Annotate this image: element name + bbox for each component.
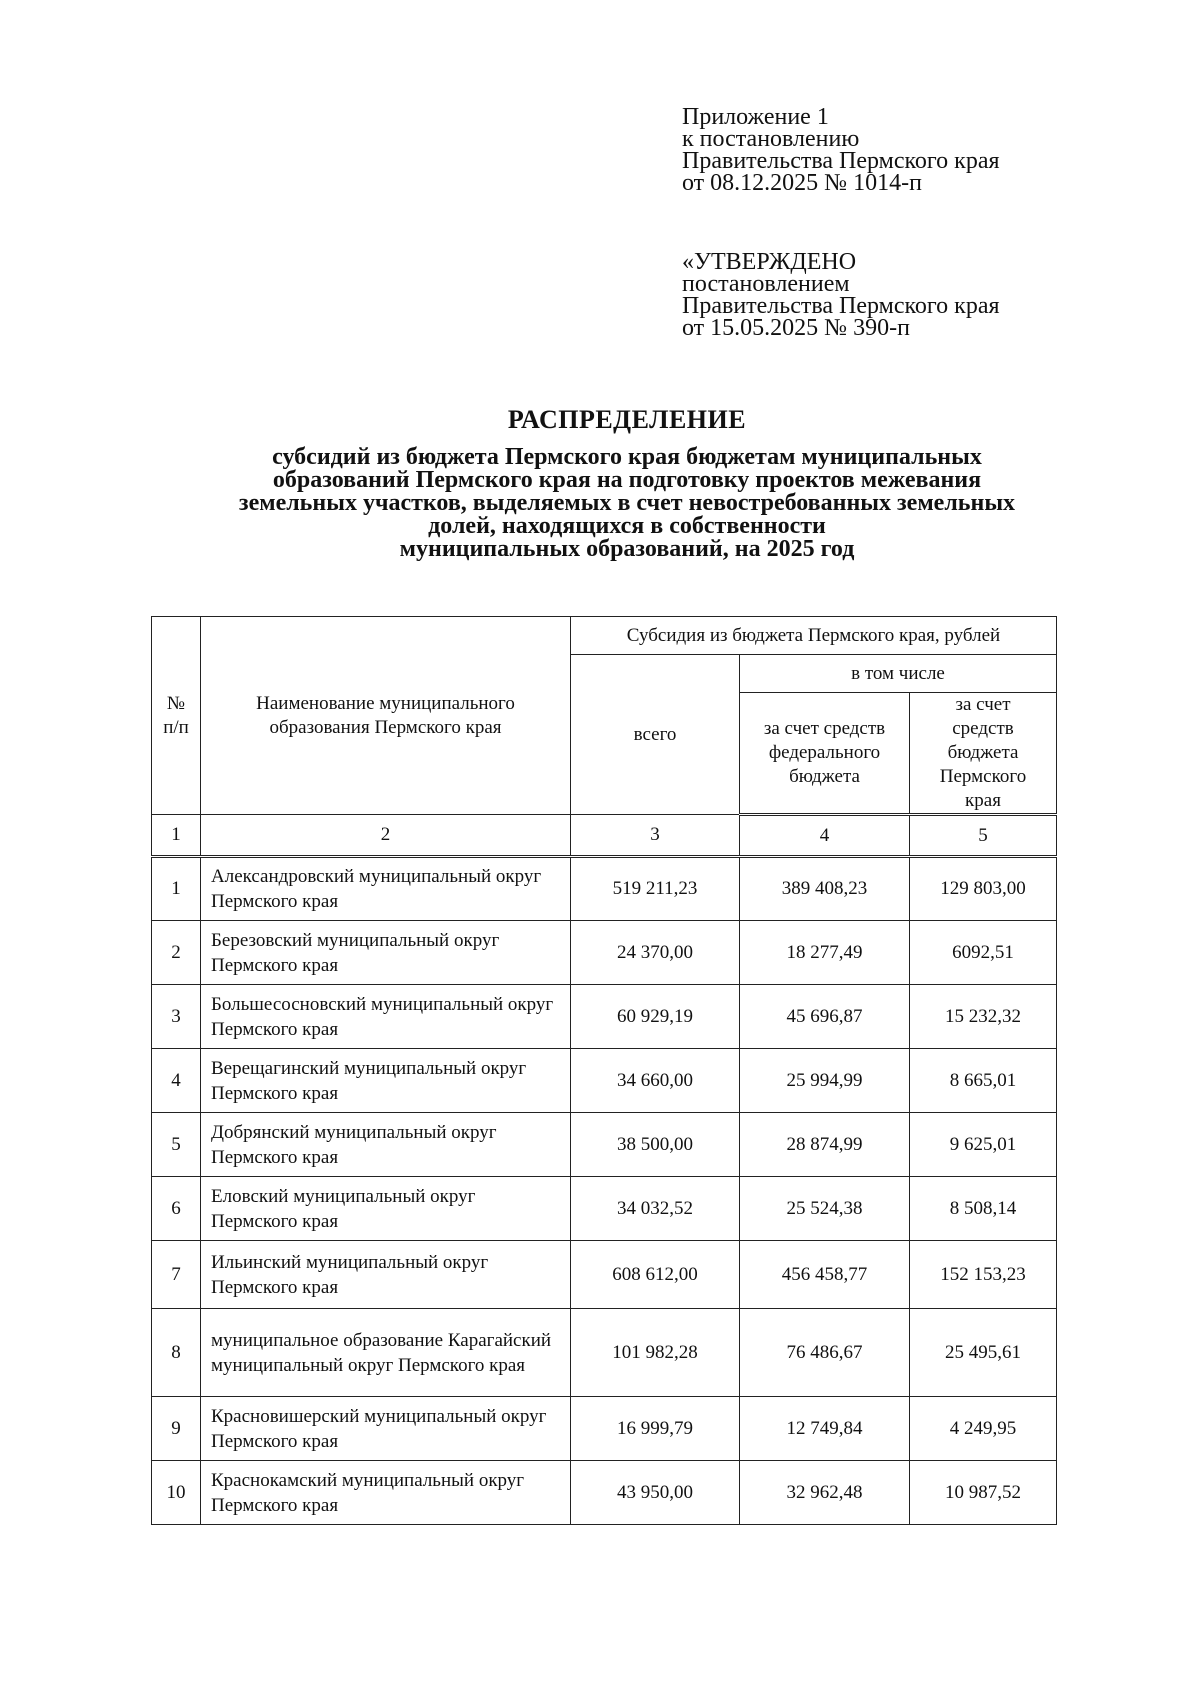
- column-number: 1: [152, 815, 201, 857]
- header-number: № п/п: [152, 617, 201, 815]
- row-regional: 10 987,52: [910, 1461, 1057, 1525]
- row-total: 38 500,00: [571, 1113, 740, 1177]
- header-federal: за счет средств федерального бюджета: [740, 693, 910, 815]
- table-row: [152, 1049, 1057, 1113]
- header-name: Наименование муниципального образования Пермского края: [201, 617, 571, 815]
- document-title: РАСПРЕДЕЛЕНИЕ: [507, 405, 747, 434]
- row-total: 43 950,00: [571, 1461, 740, 1525]
- row-federal: 25 524,38: [740, 1177, 910, 1241]
- row-municipality-name: Александровский муниципальный округ Пермского края: [201, 857, 571, 921]
- row-regional: 9 625,01: [910, 1113, 1057, 1177]
- table-row: [152, 1461, 1057, 1525]
- table-row: [152, 1241, 1057, 1309]
- header-regional: за счет средств бюджета Пермского края: [910, 693, 1057, 815]
- subtitle-line: образований Пермского края на подготовку проектов межевания: [272, 467, 982, 493]
- subtitle-line: субсидий из бюджета Пермского края бюджетам муниципальных: [272, 444, 982, 470]
- appendix-line: Приложение 1: [682, 104, 829, 130]
- row-regional: 152 153,23: [910, 1241, 1057, 1309]
- appendix-line: от 08.12.2025 № 1014-п: [682, 170, 922, 196]
- row-total: 519 211,23: [571, 857, 740, 921]
- row-total: 34 032,52: [571, 1177, 740, 1241]
- header-subsidy: Субсидия из бюджета Пермского края, рублей: [571, 617, 1057, 655]
- appendix-line: Правительства Пермского края: [682, 148, 1000, 174]
- table-row: [152, 857, 1057, 921]
- document-subtitle: [0, 446, 1200, 561]
- appendix-block: [682, 106, 1102, 194]
- row-total: 24 370,00: [571, 921, 740, 985]
- row-municipality-name: Краснокамский муниципальный округ Пермского края: [201, 1461, 571, 1525]
- row-municipality-name: муниципальное образование Карагайский муниципальный округ Пермского края: [201, 1309, 571, 1397]
- row-municipality-name: Большесосновский муниципальный округ Пермского края: [201, 985, 571, 1049]
- row-regional: 129 803,00: [910, 857, 1057, 921]
- row-federal: 76 486,67: [740, 1309, 910, 1397]
- subtitle-line: земельных участков, выделяемых в счет невостребованных земельных: [238, 490, 1016, 516]
- row-federal: 45 696,87: [740, 985, 910, 1049]
- row-regional: 8 508,14: [910, 1177, 1057, 1241]
- approval-line: «УТВЕРЖДЕНО: [682, 249, 857, 275]
- row-total: 608 612,00: [571, 1241, 740, 1309]
- approval-line: Правительства Пермского края: [682, 293, 1000, 319]
- row-total: 16 999,79: [571, 1397, 740, 1461]
- header-including: в том числе: [740, 655, 1057, 693]
- row-municipality-name: Красновишерский муниципальный округ Пермского края: [201, 1397, 571, 1461]
- row-regional: 15 232,32: [910, 985, 1057, 1049]
- row-federal: 18 277,49: [740, 921, 910, 985]
- row-number: 9: [152, 1397, 201, 1461]
- row-regional: 8 665,01: [910, 1049, 1057, 1113]
- approval-block: [682, 251, 1102, 339]
- row-federal: 32 962,48: [740, 1461, 910, 1525]
- row-municipality-name: Верещагинский муниципальный округ Пермского края: [201, 1049, 571, 1113]
- row-number: 2: [152, 921, 201, 985]
- header-total: всего: [571, 655, 740, 815]
- approval-line: постановлением: [682, 271, 850, 297]
- column-number: 5: [910, 815, 1057, 857]
- approval-line: от 15.05.2025 № 390-п: [682, 315, 910, 341]
- header-row-1: [152, 617, 1057, 655]
- column-number: 2: [201, 815, 571, 857]
- row-number: 8: [152, 1309, 201, 1397]
- table-row: [152, 1113, 1057, 1177]
- row-regional: 6092,51: [910, 921, 1057, 985]
- row-number: 10: [152, 1461, 201, 1525]
- subsidy-table: [151, 616, 1057, 1525]
- row-total: 101 982,28: [571, 1309, 740, 1397]
- row-number: 1: [152, 857, 201, 921]
- table-row: [152, 921, 1057, 985]
- row-federal: 28 874,99: [740, 1113, 910, 1177]
- column-number: 3: [571, 815, 740, 857]
- appendix-line: к постановлению: [682, 126, 860, 152]
- row-number: 5: [152, 1113, 201, 1177]
- row-federal: 456 458,77: [740, 1241, 910, 1309]
- row-municipality-name: Березовский муниципальный округ Пермского края: [201, 921, 571, 985]
- column-number-row: [152, 815, 1057, 857]
- table-row: [152, 1309, 1057, 1397]
- row-regional: 25 495,61: [910, 1309, 1057, 1397]
- row-number: 3: [152, 985, 201, 1049]
- row-number: 4: [152, 1049, 201, 1113]
- row-federal: 25 994,99: [740, 1049, 910, 1113]
- row-municipality-name: Добрянский муниципальный округ Пермского края: [201, 1113, 571, 1177]
- table-row: [152, 1177, 1057, 1241]
- row-federal: 389 408,23: [740, 857, 910, 921]
- subtitle-line: долей, находящихся в собственности: [428, 513, 826, 539]
- row-total: 34 660,00: [571, 1049, 740, 1113]
- row-number: 6: [152, 1177, 201, 1241]
- row-regional: 4 249,95: [910, 1397, 1057, 1461]
- row-municipality-name: Ильинский муниципальный округ Пермского края: [201, 1241, 571, 1309]
- row-total: 60 929,19: [571, 985, 740, 1049]
- table-row: [152, 985, 1057, 1049]
- row-municipality-name: Еловский муниципальный округ Пермского края: [201, 1177, 571, 1241]
- column-number: 4: [740, 815, 910, 857]
- row-federal: 12 749,84: [740, 1397, 910, 1461]
- table-row: [152, 1397, 1057, 1461]
- subtitle-line: муниципальных образований, на 2025 год: [399, 536, 855, 562]
- row-number: 7: [152, 1241, 201, 1309]
